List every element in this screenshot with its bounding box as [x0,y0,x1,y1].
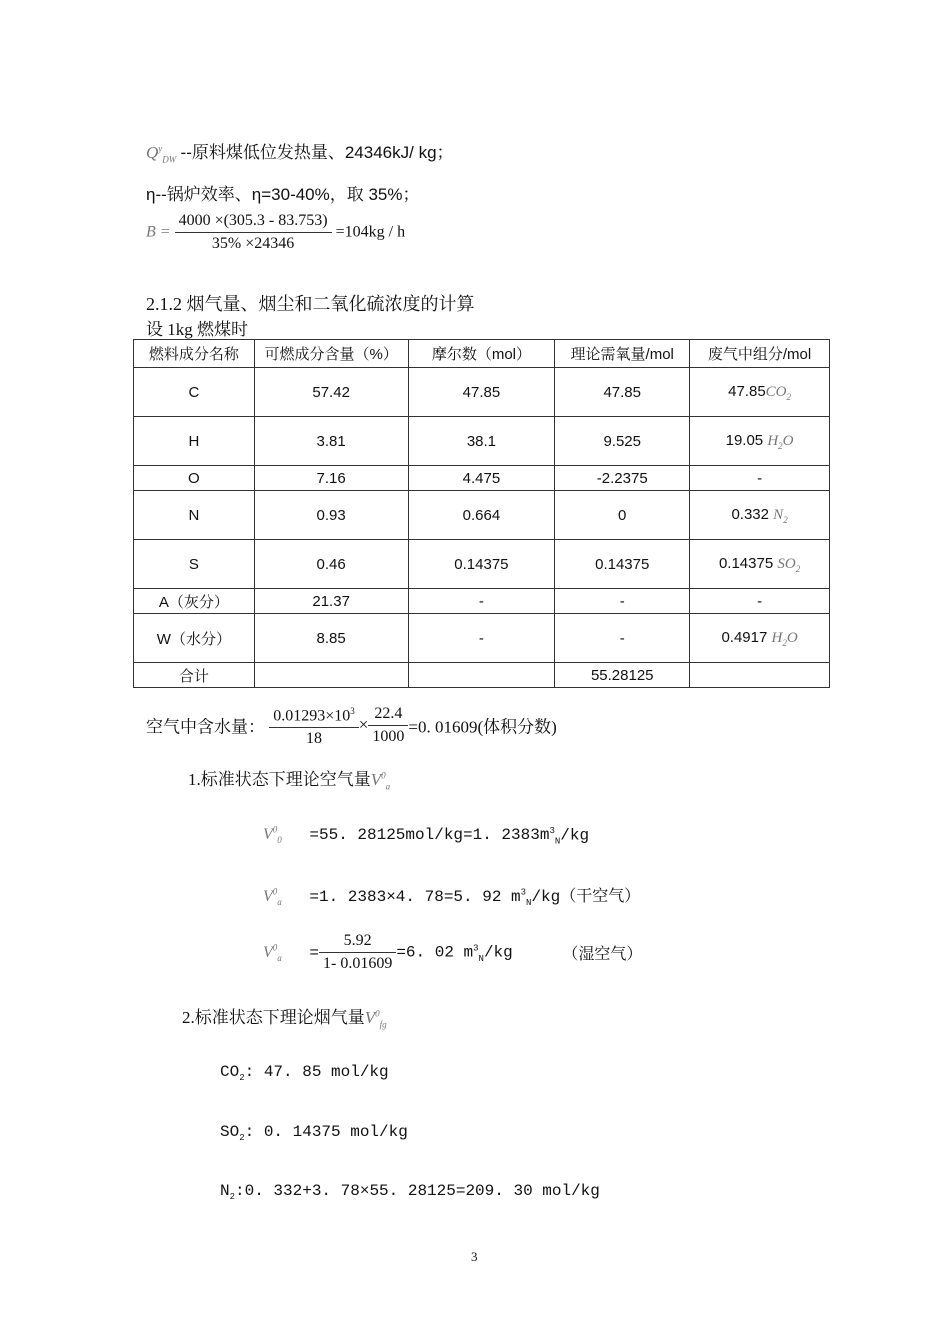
component-name: 合计 [134,663,255,688]
moles-cell: - [408,614,555,663]
table-row [134,368,830,417]
humidity-frac2-denominator: 1000 [372,727,405,745]
table-header-row [134,340,830,368]
oxygen-cell: 0 [555,491,690,540]
table-row [134,540,830,589]
humidity-equation [146,700,557,750]
gas-formula: $H_2O$ [771,629,798,648]
header-cell: 摩尔数（mol） [408,340,555,368]
b-fraction [175,210,332,255]
gas-cell: - [690,466,830,491]
step1-equation-1: $V^0_0 =55$. 28125mol/kg=1. $2383m^3_N/kg$ [263,825,590,847]
step1-equation-3: $V^0_a$ = $\frac{5.92}{1- 0.01609}$ =6. 02 $m^3_N/kg$ （湿空气） [263,930,642,975]
moles-cell: 0.14375 [408,540,555,589]
component-name: O [134,466,255,491]
component-name: C [134,368,255,417]
component-name: S [134,540,255,589]
humidity-frac1-denominator: 18 [306,730,323,748]
va0-symbol: $V^0_a$ [263,942,282,963]
table-row [134,614,830,663]
content-cell: 7.16 [254,466,408,491]
step2-title: 2.标准状态下理论烟气量$V^0_{fg}$ [182,1008,387,1030]
page-number: 3 [471,1249,478,1264]
gas-cell [690,417,830,466]
humidity-frac2-numerator: 22.4 [368,703,408,726]
gas-value: 0.14375 [718,554,774,572]
section-heading: 2.1.2 烟气量、烟尘和二氧化硫浓度的计算 [146,294,475,314]
fuel-composition-table [133,339,830,688]
va0-symbol: $V^0_a$ [263,886,282,908]
header-cell: 燃料成分名称 [134,340,255,368]
b-numerator: 4000 ×(305.3 - 83.753) [175,210,332,233]
moles-cell [408,663,555,688]
content-cell: 0.93 [254,491,408,540]
step1-equation-2: $V^0_a =1$. 2383×4. 78=5. 92 $m^3_N/kg$（干空气） [263,886,641,909]
eta-definition-line: η--锅炉效率、η=30-40%，取 35%； [146,185,420,204]
b-lhs: B = [146,223,171,241]
table-row [134,417,830,466]
content-cell: 3.81 [254,417,408,466]
content-cell: 8.85 [254,614,408,663]
b-rhs: =104kg / h [335,223,406,241]
content-cell [254,663,408,688]
header-cell: 可燃成分含量（%） [254,340,408,368]
n2-line: $N_2:0$. 332+3. 78×55. 28125=209. 30 mol/kg [220,1182,600,1203]
oxygen-cell: 55.28125 [555,663,690,688]
moles-cell: 38.1 [408,417,555,466]
humidity-label: 空气中含水量： [146,717,265,737]
gas-value: 47.85 [728,382,766,400]
q-definition-line [146,138,454,164]
oxygen-cell: 9.525 [555,417,690,466]
gas-formula: $SO_2$ [777,555,801,574]
oxygen-cell: 0.14375 [555,540,690,589]
gas-cell [690,614,830,663]
gas-formula: $N_2$ [773,506,788,525]
content-cell: 0.46 [254,540,408,589]
gas-value: 0.4917 [721,628,768,646]
moles-cell: 47.85 [408,368,555,417]
vfg0-symbol: $V^0_{fg}$ [364,1008,387,1030]
wet-air-fraction: $\frac{5.92}{1- 0.01609}$ [319,930,396,975]
content-cell: 21.37 [254,589,408,614]
humidity-fraction-2 [368,703,408,748]
gas-cell [690,663,830,688]
humidity-result: =0. 01609(体积分数) [408,717,557,737]
component-name: W（水分） [134,614,255,663]
so2-line: $SO_2$: 0. 14375 mol/kg [220,1123,408,1144]
moles-cell: 4.475 [408,466,555,491]
va0-symbol: $V^0_a$ [370,770,391,792]
gas-value: 0.332 [731,505,769,523]
gas-cell [690,491,830,540]
table-row [134,466,830,491]
gas-value: 19.05 [725,431,764,449]
moles-cell: - [408,589,555,614]
table-row [134,589,830,614]
gas-cell [690,368,830,417]
component-name: A（灰分） [134,589,255,614]
oxygen-cell: - [555,614,690,663]
q-description: --原料煤低位发热量、24346kJ/ kg； [180,143,454,162]
b-equation [146,210,405,255]
b-denominator: 35% ×24346 [211,235,295,252]
component-name: H [134,417,255,466]
humidity-fraction-1: $\frac{0.01293\times 10^3}{18}$ [269,700,359,750]
co2-line: $CO_2$: 47. 85 mol/kg [220,1063,389,1084]
oxygen-cell: -2.2375 [555,466,690,491]
oxygen-cell: 47.85 [555,368,690,417]
component-name: N [134,491,255,540]
content-cell: 57.42 [254,368,408,417]
header-cell: 理论需氧量/mol [555,340,690,368]
times-sign: × [358,715,369,735]
gas-cell: - [690,589,830,614]
oxygen-cell: - [555,589,690,614]
gas-formula: $H_2O$ [767,432,794,451]
table-row [134,491,830,540]
q-symbol: $Q^y_{DW}$ [146,143,177,165]
gas-formula: $CO_2$ [765,383,792,402]
table-total-row [134,663,830,688]
section-subheading: 设 1kg 燃煤时 [146,320,248,339]
gas-cell [690,540,830,589]
moles-cell: 0.664 [408,491,555,540]
header-cell: 废气中组分/mol [690,340,830,368]
humidity-frac1-numerator: 0.01293×10 [273,707,351,725]
step1-title: 1.标准状态下理论空气量$V^0_a$ [188,770,391,792]
v00-symbol: $V^0_0$ [263,825,282,846]
